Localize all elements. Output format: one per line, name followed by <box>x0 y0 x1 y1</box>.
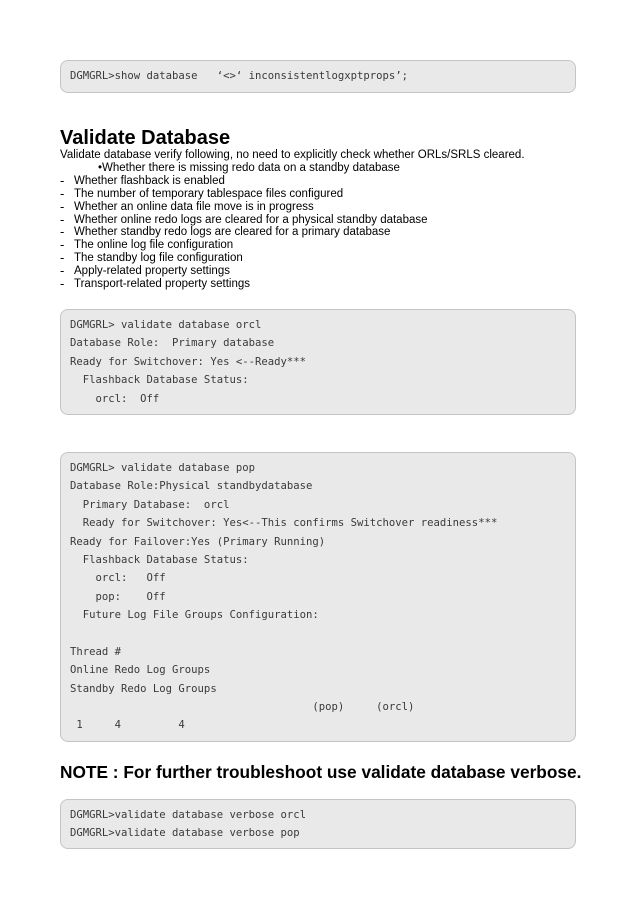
note-heading: NOTE : For further troubleshoot use validate database verbose. <box>60 762 582 782</box>
list-item: - Transport-related property settings <box>60 275 250 291</box>
code-line: Flashback Database Status: <box>70 374 249 387</box>
code-line: Thread # <box>70 645 122 658</box>
code-line: (pop) (orcl) <box>70 701 415 714</box>
list-item: - Whether an online data file move is in progress <box>60 198 314 214</box>
section-intro: Validate database verify following, no need to explicitly check whether ORLs/SRLS cleared. <box>60 149 525 161</box>
code-line: DGMGRL>show database ‘<>‘ inconsistentlogxptprops’; <box>70 70 409 82</box>
code-line: Primary Database: orcl <box>70 498 230 511</box>
code-line: DGMGRL> validate database orcl <box>70 319 262 331</box>
code-line: pop: Off <box>70 590 166 603</box>
code-block-validate-verbose <box>60 799 576 849</box>
code-block-validate-orcl <box>60 309 576 415</box>
code-line: 1 4 4 <box>70 719 185 732</box>
code-block-show-database <box>60 60 576 93</box>
code-line: Database Role: Primary database <box>70 337 275 350</box>
code-line: DGMGRL>validate database verbose orcl <box>70 809 306 821</box>
section-sub-note: •Whether there is missing redo data on a standby database <box>98 162 400 174</box>
validation-checks-list <box>60 175 428 291</box>
code-line: Online Redo Log Groups <box>70 664 211 677</box>
code-line: Database Role:Physical standbydatabase <box>70 480 313 493</box>
list-item: - Apply-related property settings <box>60 262 230 278</box>
code-line: Future Log File Groups Configuration: <box>70 609 319 622</box>
section-title: Validate Database <box>60 127 231 149</box>
code-line <box>70 625 575 643</box>
list-item: - Whether flashback is enabled <box>60 173 225 188</box>
list-item: - Whether online redo logs are cleared for a physical standby database <box>60 211 428 227</box>
code-line: Ready for Failover:Yes (Primary Running) <box>70 535 326 548</box>
list-item: - The number of temporary tablespace files configured <box>60 185 344 201</box>
code-line: Ready for Switchover: Yes <--Ready*** <box>70 355 306 368</box>
code-line: DGMGRL> validate database pop <box>70 462 255 474</box>
list-item: - Whether standby redo logs are cleared for a primary database <box>60 224 391 240</box>
code-line: orcl: Off <box>70 392 160 405</box>
code-line: Flashback Database Status: <box>70 553 249 566</box>
code-line: orcl: Off <box>70 572 166 585</box>
code-line: Ready for Switchover: Yes<--This confirms Switchover readiness*** <box>70 517 498 530</box>
list-item: - The online log file configuration <box>60 237 234 253</box>
code-block-validate-pop <box>60 452 576 742</box>
code-line: DGMGRL>validate database verbose pop <box>70 827 300 840</box>
code-line: Standby Redo Log Groups <box>70 682 217 695</box>
list-item: - The standby log file configuration <box>60 250 243 266</box>
